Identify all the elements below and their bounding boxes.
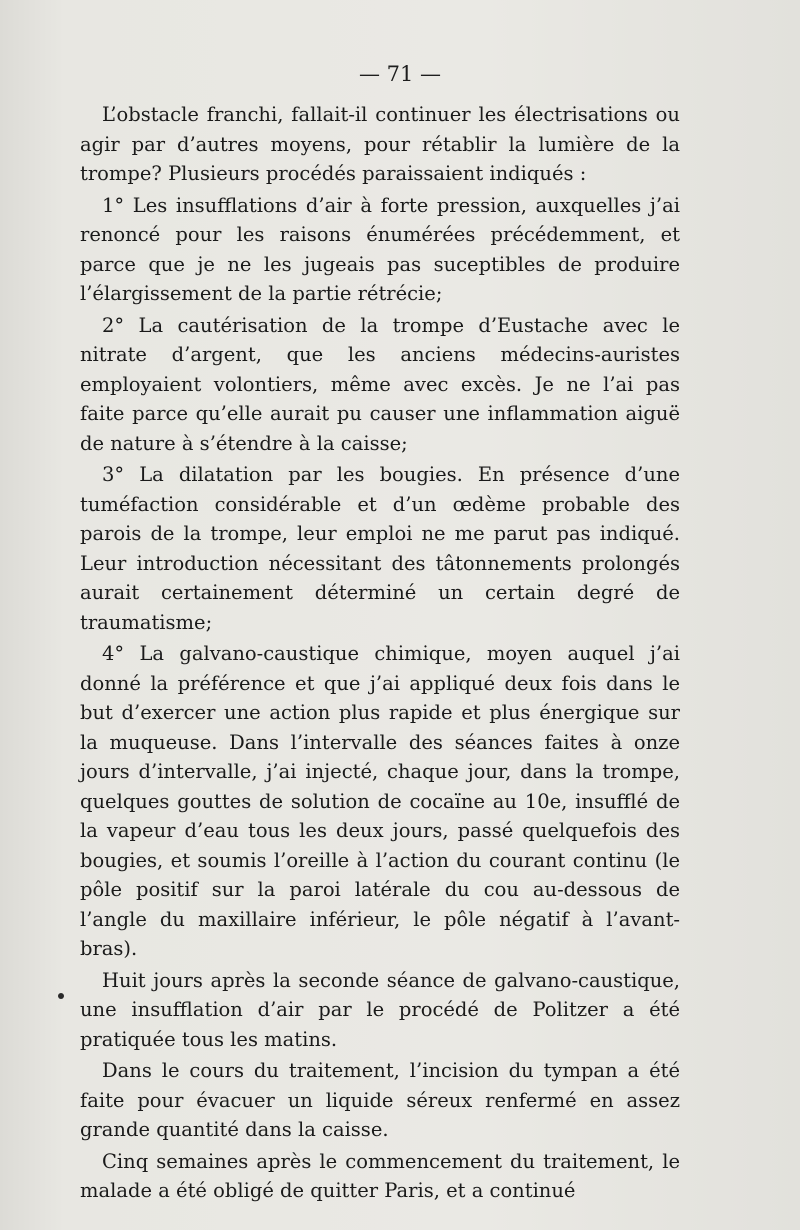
paragraph-incision: Dans le cours du traitement, l’incision du tympan a été faite pour évacuer un liquide séreux renfermé en assez grande quantité dans la caisse. bbox=[80, 1059, 680, 1141]
paragraph-continuation: Cinq semaines après le commencement du traitement, le malade a été obligé de quitter Paris, et a continué bbox=[80, 1149, 680, 1202]
page-number: — 71 — bbox=[358, 62, 442, 86]
paragraph-intro: L’obstacle franchi, fallait-il continuer les électrisations ou agir par d’autres moyens, pour rétablir la lumière de la trompe? Plusieurs procédés paraissaient indiqués : bbox=[80, 103, 680, 185]
ink-spot bbox=[58, 993, 64, 999]
paragraph-item-4: 4° La galvano-caustique chimique, moyen auquel j’ai donné la préférence et que j’ai appliqué deux fois dans le but d’exercer une action plus rapide et plus énergique sur la muqueuse. Dans l’intervalle des séances faites à onze jours d’intervalle, j’ai injecté, chaque jour, dans la trompe, quelques gouttes de solution de cocaïne au 10e, insufflé de la vapeur d’eau tous les deux jours, passé quelquefois des bougies, et soumis l’oreille à l’action du courant continu (le pôle positif sur la paroi latérale du cou au-dessous de l’angle du maxillaire inférieur, le pôle négatif à l’avant-bras). bbox=[80, 642, 680, 960]
body-text bbox=[80, 100, 680, 1206]
paragraph-item-3: 3° La dilatation par les bougies. En présence d’une tuméfaction considérable et d’un œdème probable des parois de la trompe, leur emploi ne me parut pas indiqué. Leur introduction nécessitant des tâtonnements prolongés aurait certainement déterminé un certain degré de traumatisme; bbox=[80, 463, 680, 634]
paragraph-politzer: Huit jours après la seconde séance de galvano-caustique, une insufflation d’air par le procédé de Politzer a été pratiquée tous les matins. bbox=[80, 968, 680, 1051]
paragraph-item-1: 1° Les insufflations d’air à forte pression, auxquelles j’ai renoncé pour les raisons énumérées précédemment, et parce que je ne les jugeais pas suceptibles de produire l’élargissement de la partie rétrécie; bbox=[80, 193, 680, 305]
paragraph-item-2: 2° La cautérisation de la trompe d’Eustache avec le nitrate d’argent, que les anciens médecins-auristes employaient volontiers, même avec excès. Je ne l’ai pas faite parce qu’elle aurait pu causer une inflammation aiguë de nature à s’étendre à la caisse; bbox=[80, 313, 680, 455]
